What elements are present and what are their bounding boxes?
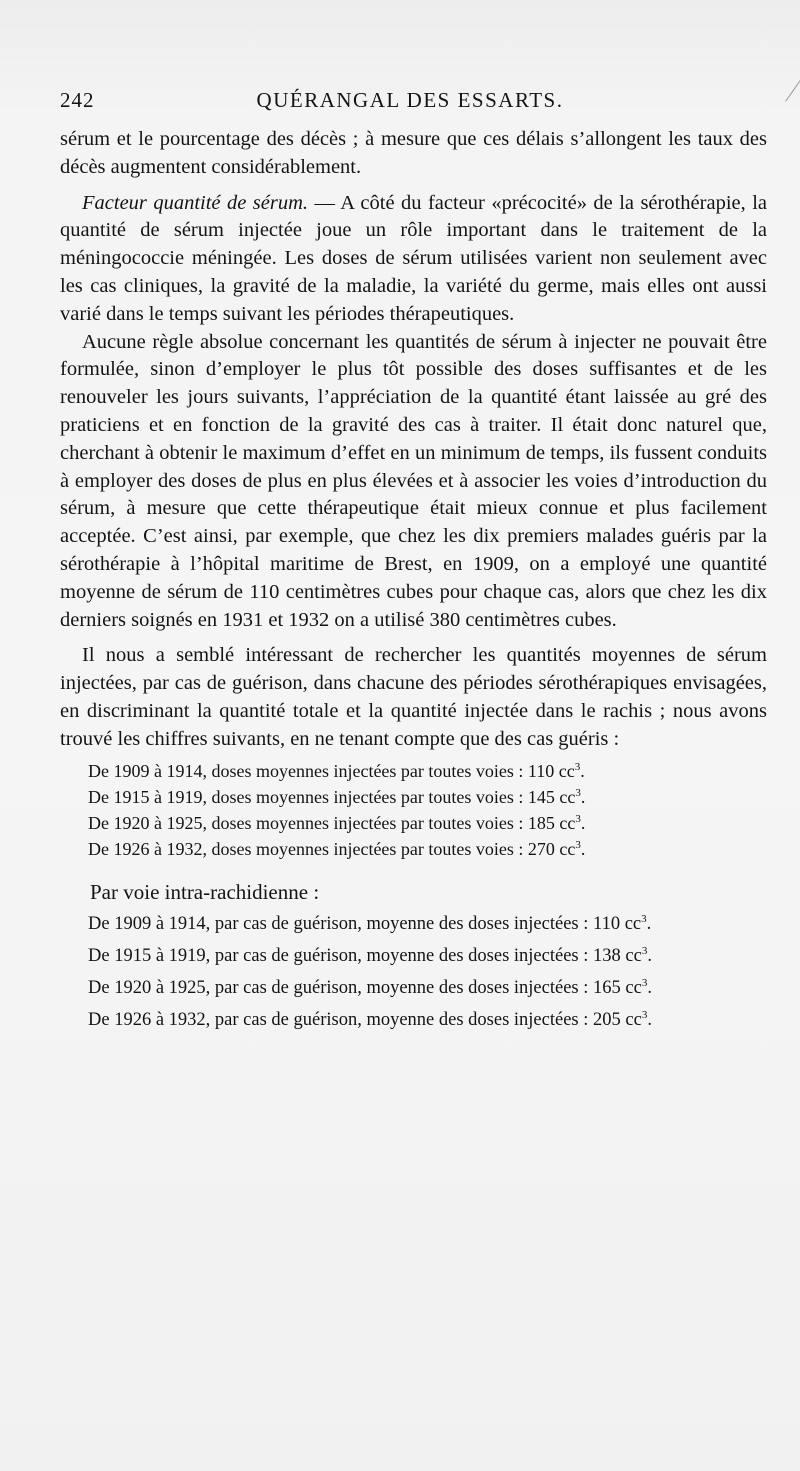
list-item: [88, 784, 767, 810]
page-number: 242: [60, 88, 95, 112]
intrathecal-heading: Par voie intra-rachidienne :: [90, 879, 320, 904]
item-text: De 1926 à 1932, par cas de guérison, moyenne des doses injectées : 205 cc: [88, 1009, 642, 1030]
superscript: 3: [641, 912, 647, 925]
list-item-end: .: [580, 838, 586, 859]
page-edge-mark: [774, 68, 800, 101]
page-body: [60, 126, 767, 1039]
intrathecal-item: [60, 911, 767, 937]
list-item: [88, 758, 767, 784]
item-end: .: [646, 913, 652, 934]
list-item-text: De 1926 à 1932, doses moyennes injectées par toutes voies : 270 cc: [88, 838, 576, 859]
list-item-end: .: [580, 812, 586, 833]
list-item: [88, 836, 767, 862]
running-title: QUÉRANGAL DES ESSARTS.: [256, 88, 564, 112]
superscript: 3: [641, 944, 648, 957]
section-title-italic: Facteur quantité de sérum.: [82, 191, 309, 214]
item-text: De 1909 à 1914, par cas de guérison, moyenne des doses injectées : 110 cc: [88, 913, 642, 934]
paragraph-1: sérum et le pourcentage des décès ; à mesure que ces délais s’allongent les taux des décès augmentent considérablement.: [60, 128, 767, 178]
all-routes-list: [60, 758, 767, 862]
list-item-text: De 1915 à 1919, doses moyennes injectées par toutes voies : 145 cc: [88, 786, 576, 807]
intrathecal-item: [60, 943, 767, 969]
paragraph-3: Aucune règle absolue concernant les quantités de sérum à injecter ne pouvait être formulée, sinon d’employer le plus tôt possible des doses suffisantes et de les renouveler les jours suivants, l’appréciation de la quantité étant laissée au gré des praticiens et en fonction de la gravité des cas à traiter. Il était donc naturel que, cherchant à obtenir le maximum d’effet en un minimum de temps, ils fussent conduits à employer des doses de plus en plus élevées et à associer les voies d’introduction du sérum, à mesure que cette thérapeutique était mieux connue et plus facilement acceptée. C’est ainsi, par exemple, que chez les dix premiers malades guéris par la sérothérapie à l’hôpital maritime de Brest, en 1909, on a employé une quantité moyenne de sérum de 110 centimètres cubes pour chaque cas, alors que chez les dix derniers soignés en 1931 et 1932 on a utilisé 380 centimètres cubes.: [60, 330, 767, 631]
superscript: 3: [575, 812, 581, 825]
intrathecal-item: [60, 975, 767, 1001]
paragraph-4: Il nous a semblé intéressant de rechercher les quantités moyennes de sérum injectées, par cas de guérison, dans chacune des périodes sérothérapiques envisagées, en discriminant la quantité totale et la quantité injectée dans le rachis ; nous avons trouvé les chiffres suivants, en ne tenant compte que des cas guéris :: [60, 644, 767, 750]
superscript: 3: [575, 786, 581, 799]
page-header: [60, 88, 760, 118]
list-item-text: De 1909 à 1914, doses moyennes injectées par toutes voies : 110 cc: [88, 760, 575, 781]
list-item-end: .: [580, 786, 586, 807]
item-text: De 1920 à 1925, par cas de guérison, moyenne des doses injectées : 165 cc: [88, 977, 642, 998]
list-item-text: De 1920 à 1925, doses moyennes injectées par toutes voies : 185 cc: [88, 812, 576, 833]
superscript: 3: [641, 976, 648, 989]
item-end: .: [647, 977, 652, 998]
list-item-end: .: [580, 760, 585, 781]
paragraph-2: [60, 190, 767, 329]
superscript: 3: [574, 760, 581, 773]
superscript: 3: [641, 1008, 648, 1021]
item-end: .: [647, 945, 652, 966]
intrathecal-item: [60, 1007, 767, 1033]
item-end: .: [647, 1009, 652, 1030]
paragraph-2-text: — A côté du facteur «précocité» de la sérothérapie, la quantité de sérum injectée joue un rôle important dans le traitement de la méningococcie méningée. Les doses de sérum utilisées varient non seulement avec les cas cliniques, la gravité de la maladie, la variété du germe, mais elles ont aussi varié dans le temps suivant les périodes thérapeutiques.: [60, 191, 767, 325]
item-text: De 1915 à 1919, par cas de guérison, moyenne des doses injectées : 138 cc: [88, 945, 642, 966]
list-item: [88, 810, 767, 836]
superscript: 3: [575, 838, 581, 851]
